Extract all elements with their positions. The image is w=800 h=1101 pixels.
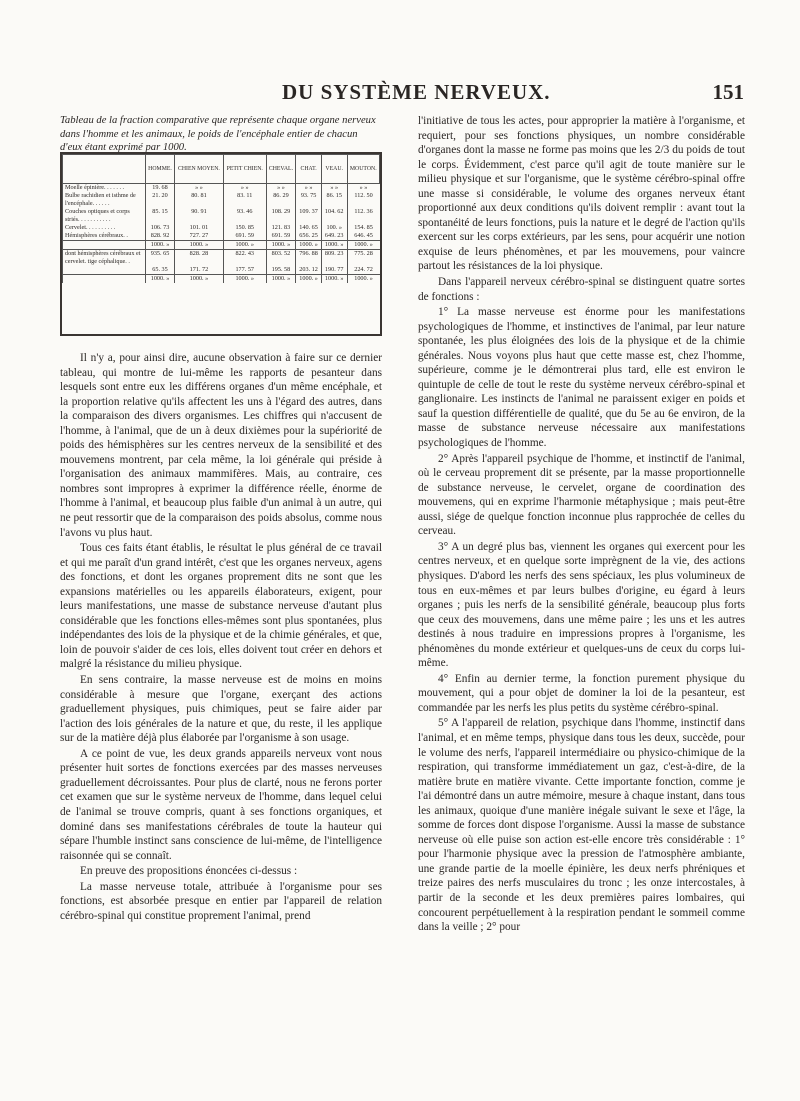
table-row [63, 241, 380, 250]
table-cell: 1000. » [146, 241, 175, 250]
column-header: HOMME. [146, 155, 175, 184]
paragraph: 5° A l'appareil de relation, psychique dans l'homme, instinctif dans l'animal, et en même temps, physique dans tous les deux, succède, pour le volume des nerfs, l'appareil intermédiaire ou physico-chimique de la respiration, qui transforme immédiatement un gaz, c'est-à-dire, de la matière brute en matière vivante. Cette importante fonction, comme je l'ai démontré dans un autre mémoire, mesure à chaque instant, dans tous les animaux, quoique d'une manière inégale suivant le sexe et l'âge, la somme de forces dont dispose l'organisme. Aussi la masse de substance nerveuse où elle puise son action est-elle encore très considérable : 1° pour l'harmonie physique avec la pression de l'atmosphère ambiante, une grande partie de la moelle épinière, les deux nerfs phréniques et treize paires des nerfs musculaires du tronc ; les onze intercostales, à partir de la seconde et les deux premières paires lombaires, qui concourent perpétuellement à la respiration pendant le sommeil comme dans la veille ; 2° pour [418, 717, 745, 934]
table-cell: 775. 28 [347, 250, 379, 267]
table-cell: » » [266, 184, 296, 193]
table-cell: » » [223, 184, 266, 193]
paragraph: Dans l'appareil nerveux cérébro-spinal se distinguent quatre sortes de fonctions : [418, 276, 745, 303]
table-cell: 1000. » [347, 241, 379, 250]
table-cell: 140. 65 [296, 224, 322, 232]
table-cell: 691. 59 [223, 232, 266, 241]
table-cell: 90. 91 [175, 208, 224, 224]
column-header: VEAU. [321, 155, 347, 184]
table-cell: 83. 11 [223, 192, 266, 208]
table-cell: 154. 85 [347, 224, 379, 232]
row-label: Cervelet. . . . . . . . . . [63, 224, 146, 232]
paragraph: La masse nerveuse totale, attribuée à l'organisme pour ses fonctions, est absorbée presque en entier par l'appareil de relation cérébro-spinal qui constitue proprement l'animal, prend [60, 880, 382, 922]
table-row [63, 184, 380, 193]
table-cell: 101. 01 [175, 224, 224, 232]
table-cell: 93. 46 [223, 208, 266, 224]
table-cell: 822. 43 [223, 250, 266, 267]
table-cell: 112. 36 [347, 208, 379, 224]
table-cell: 1000. » [266, 275, 296, 284]
table-cell: 1000. » [266, 241, 296, 250]
table-cell: 93. 75 [296, 192, 322, 208]
left-column [60, 351, 382, 923]
table-cell: 1000. » [296, 275, 322, 284]
table-cell: 1000. » [146, 275, 175, 284]
table-cell: » » [175, 184, 224, 193]
running-title: DU SYSTÈME NERVEUX. [282, 80, 551, 104]
table-cell: 1000. » [347, 275, 379, 284]
table-cell: 21. 20 [146, 192, 175, 208]
table-row [63, 224, 380, 232]
table-cell: 112. 50 [347, 192, 379, 208]
table-row [63, 275, 380, 284]
table-cell: 65. 35 [146, 266, 175, 275]
table-row [63, 192, 380, 208]
table-cell: 85. 15 [146, 208, 175, 224]
table-cell: 649. 23 [321, 232, 347, 241]
row-label [63, 241, 146, 250]
paragraph: 2° Après l'appareil psychique de l'homme, et instinctif de l'animal, où le cerveau proprement dit se présente, par la masse proportionnelle de substance nerveuse, le cervelet, organe de coordination des mouvemens, qui en exprime l'harmonie métaphysique ; mais peut-être aussi, siége de quelque fonction inconnue plus rapprochée de celles du cerveau. [418, 452, 745, 538]
table-row [63, 232, 380, 241]
comparison-table [60, 152, 382, 336]
paragraph: Il n'y a, pour ainsi dire, aucune observation à faire sur ce dernier tableau, qui montre de lui-même les rapports de pesanteur dans lesquels sont entre eux les différens organes d'un même encéphale, et la proportion relative qu'ils affectent les uns à l'égard des autres, dans la comparaison des divers organismes. Les chiffres qui n'accusent de l'homme, à l'animal, que de un à deux dixièmes pour la supériorité de poids des hémisphères sur les centres nerveux de la sensibilité et des mouvemens montrent, par cela même, la loi générale qui préside à l'organisation des animaux mammifères. Mais, au contraire, ces nombres sont impropres à exprimer la différence réelle, énorme de l'homme à l'animal, et beaucoup plus faible d'un animal à un autre, qui ne peut ressortir que de la comparaison des poids absolus, comme nous l'avons vu plus haut. [60, 352, 382, 539]
row-label [63, 266, 146, 275]
column-header: CHEVAL. [266, 155, 296, 184]
paragraph: 3° A un degré plus bas, viennent les organes qui exercent pour les centres nerveux, et en quelque sorte imprègnent de la vie, des actions physiques. D'abord les nerfs des sens spéciaux, les plus volumineux de tous en eux-mêmes et par leurs bulbes d'origine, eu égard à leurs organes ; puis les nerfs de la sensibilité générale, beaucoup plus forts que ceux des mouvemens, dans une même paire ; les uns et les autres destinés à nous traduire en impressions propres à l'organisme, les phénomènes du monde extérieur et quelques-uns de ceux du corps lui-même. [418, 540, 745, 670]
table-cell: 828. 28 [175, 250, 224, 267]
table-row [63, 266, 380, 275]
table-cell: 177. 57 [223, 266, 266, 275]
table-cell: 1000. » [321, 241, 347, 250]
row-label: Couches optiques et corps striés. . . . . . . . . . . [63, 208, 146, 224]
table-cell: 150. 85 [223, 224, 266, 232]
paragraph: l'initiative de tous les actes, pour approprier la matière à l'organisme, et requiert, pour ses fonctions physiques, un nombre considérable d'organes dont la masse ne forme pas moins que les 2/3 du poids de tout le corps. Évidemment, c'est parce qu'il agit de toute manière sur le milieu physique et sur l'organisme, que le système cérébro-spinal offre une masse si considérable, le volume des organes nerveux étant proportionné aux deux conditions qu'ils doivent remplir : avant tout la spontanéité de leurs fonctions, puis la nature et le degré de l'action qu'ils exercent sur les corps extérieurs, par les sens, pour acquérir une notion exquise de leurs phénomènes, et par les mouvemens, pour vaincre partout les résistances de la loi physique. [418, 115, 745, 273]
table-cell: 190. 77 [321, 266, 347, 275]
row-label: Hémisphères cérébraux. . [63, 232, 146, 241]
table-cell: 1000. » [223, 241, 266, 250]
table-cell: 203. 12 [296, 266, 322, 275]
table-cell: 935. 65 [146, 250, 175, 267]
table-cell: 171. 72 [175, 266, 224, 275]
row-label: Bulbe rachidien et isthme de l'encéphale. . . . . . [63, 192, 146, 208]
data-table [62, 154, 380, 283]
paragraph: 4° Enfin au dernier terme, la fonction purement physique du mouvement, qui a pour objet de dominer la loi de la pesanteur, est commandée par les nerfs les plus petits du système cérébro-spinal. [418, 672, 745, 714]
page-header [60, 80, 744, 114]
table-cell: 106. 73 [146, 224, 175, 232]
right-column [418, 114, 745, 935]
table-cell: 1000. » [296, 241, 322, 250]
table-cell: 108. 29 [266, 208, 296, 224]
table-body [63, 184, 380, 284]
table-cell: 691. 59 [266, 232, 296, 241]
paragraph: A ce point de vue, les deux grands appareils nerveux vont nous présenter huit sortes de fonctions exercées par des masses nerveuses graduellement décroissantes. Pour plus de clarté, nous ne ferons porter cet examen que sur le système nerveux de l'homme, dans lequel celui de l'animal se trouve compris, quant à ses fonctions organiques, et dominé dans ses manifestations cérébrales de toute la hauteur qui sépare l'humble instinct sans conscience de lui-même, de l'intelligence raisonnée qui se connaît. [60, 747, 382, 862]
row-label: Moelle épinière. . . . . . . [63, 184, 146, 193]
table-header-row [63, 155, 380, 184]
paragraph: En sens contraire, la masse nerveuse est de moins en moins considérable à mesure que l'organe, exerçant des actions graduellement physiques, puis chimiques, peut se faire aider par l'action des lois générales de la nature et que, du reste, il les applique sur de la matière déjà plus élaborée par l'organisme à son usage. [60, 674, 382, 745]
table-cell: 104. 62 [321, 208, 347, 224]
column-header: PETIT CHIEN. [223, 155, 266, 184]
corner-cell [63, 155, 146, 184]
page-number: 151 [712, 80, 744, 104]
table-cell: 656. 25 [296, 232, 322, 241]
table-cell: 1000. » [321, 275, 347, 284]
table-cell: 86. 15 [321, 192, 347, 208]
row-label [63, 275, 146, 284]
row-label: dont hémisphères cérébraux et cervelet. tige céphalique. . [63, 250, 146, 267]
table-cell: 727. 27 [175, 232, 224, 241]
table-cell: » » [296, 184, 322, 193]
paragraph: En preuve des propositions énoncées ci-dessus : [80, 865, 298, 878]
paragraph: Tous ces faits étant établis, le résultat le plus général de ce travail et qui me paraît d'un grand intérêt, c'est que les organes nerveux, agens des fonctions, et dont les organes proprement dits ne sont que les expansions matérielles ou les appareils élaborateurs, exigent, pour leurs manifestations, une masse de substance nerveuse d'autant plus considérable que les fonctions elles-mêmes sont plus spontanées, plus indépendantes des lois de la physique et de la chimie générales, et que, loin de pouvoir s'aider de ces lois, elles doivent tout créer en dehors et malgré la résistance du milieu physique. [60, 542, 382, 671]
table-row [63, 208, 380, 224]
table-cell: 19. 68 [146, 184, 175, 193]
table-cell: » » [347, 184, 379, 193]
table-cell: 195. 58 [266, 266, 296, 275]
table-cell: 828. 92 [146, 232, 175, 241]
table-cell: 1000. » [175, 275, 224, 284]
table-cell: 224. 72 [347, 266, 379, 275]
paragraph: 1° La masse nerveuse est énorme pour les manifestations psychologiques de l'homme, et instinctives de l'animal, par leur nature spontanée, les plus éloignées des lois de la physique et de la chimie générales. Nous voyons plus haut que cette masse est, chez l'homme, supérieure, comme je le démontrerai plus tard, elle est environ le quintuple de celle de tout le reste du système nerveux cérébro-spinal et ganglionaire. Les instincts de l'animal ne paraissent exiger en poids et sauf la question différentielle de qualité, que du 5e au 6e environ, de la masse de substance nerveuse nécessaire aux manifestations psychologiques de l'homme. [418, 306, 745, 450]
table-cell: 646. 45 [347, 232, 379, 241]
table-cell: » » [321, 184, 347, 193]
table-row [63, 250, 380, 267]
table-cell: 86. 29 [266, 192, 296, 208]
table-cell: 121. 83 [266, 224, 296, 232]
table-cell: 100. » [321, 224, 347, 232]
column-header: CHAT. [296, 155, 322, 184]
table-cell: 796. 88 [296, 250, 322, 267]
table-cell: 809. 23 [321, 250, 347, 267]
column-header: MOUTON. [347, 155, 379, 184]
table-caption: Tableau de la fraction comparative que représente chaque organe nerveux dans l'homme et les animaux, le poids de l'encéphale entier de chacun d'eux étant exprimé par 1000. [60, 115, 376, 153]
table-cell: 109. 37 [296, 208, 322, 224]
table-cell: 803. 52 [266, 250, 296, 267]
table-cell: 80. 81 [175, 192, 224, 208]
table-cell: 1000. » [175, 241, 224, 250]
column-header: CHIEN MOYEN. [175, 155, 224, 184]
table-cell: 1000. » [223, 275, 266, 284]
